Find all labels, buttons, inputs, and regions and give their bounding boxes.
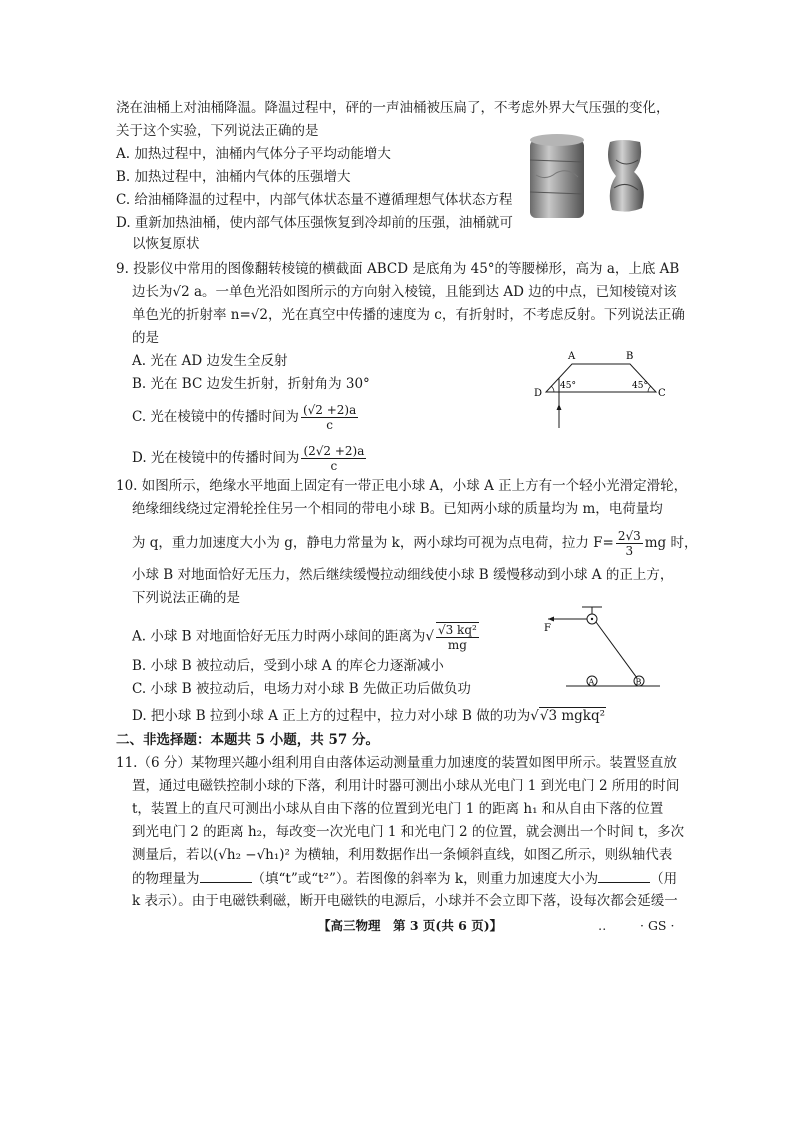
pulley-diagram xyxy=(540,604,670,692)
prism-trapezoid-diagram xyxy=(530,344,680,430)
q11-stem-line-5: 测量后，若以(√h₂ −√h₁)² 为横轴，利用数据作出一条倾斜直线，如图乙所示，则纵轴代表 xyxy=(132,847,673,863)
label-c: C xyxy=(658,388,666,399)
q11-stem-line-4: 到光电门 2 的距离 h₂，每改变一次光电门 1 和光电门 2 的位置，就会测出一个时间 t，多次 xyxy=(132,824,685,840)
section-2-heading: 二、非选择题：本题共 5 小题，共 57 分。 xyxy=(116,732,379,748)
q11-stem-line-2: 置，通过电磁铁控制小球的下落，利用计时器可测出小球从光电门 1 到光电门 2 所用的时间 xyxy=(132,778,680,794)
fraction-denominator: 3 xyxy=(625,544,634,558)
q8-option-d: D. 重新加热油桶，使内部气体压强恢复到冷却前的压强，油桶就可 xyxy=(116,215,513,231)
q10-option-d-text: D. 把小球 B 拉到小球 A 正上方的过程中，拉力对小球 B 做的功为 xyxy=(132,708,531,724)
q9-option-d xyxy=(132,444,368,473)
q9-stem-line-1: 9. 投影仪中常用的图像翻转棱镜的横截面 ABCD 是底角为 45°的等腰梯形，高为 a，上底 AB xyxy=(116,261,680,277)
angle-label-left: 45° xyxy=(560,381,576,391)
q11-line-6-tail: （用 xyxy=(650,871,678,887)
q10-option-a-text: A. 小球 B 对地面恰好无压力时两小球间的距离为 xyxy=(132,628,426,645)
page-footer: 【高三物理 第 3 页(共 6 页)】 xyxy=(318,918,503,933)
q10-force-fraction xyxy=(616,529,643,558)
q11-stem-line-7: k 表示）。由于电磁铁剩磁，断开电磁铁的电源后，小球并不会立即下落，设每次都会延缓一 xyxy=(132,893,678,909)
fraction-denominator: c xyxy=(330,459,338,473)
fraction-denominator: mg xyxy=(447,638,467,652)
q9-option-c-fraction xyxy=(301,403,358,432)
answer-blank-1[interactable] xyxy=(200,868,252,883)
q8-stem-line-1: 浇在油桶上对油桶降温。降温过程中，砰的一声油桶被压扁了，不考虑外界大气压强的变化， xyxy=(116,100,670,116)
q10-option-c: C. 小球 B 被拉动后，电场力对小球 B 先做正功后做负功 xyxy=(132,681,471,697)
angle-label-right: 45° xyxy=(632,381,648,391)
q9-stem-line-2: 边长为√2 a。一单色光沿如图所示的方向射入棱镜，且能到达 AD 边的中点，已知棱镜对该 xyxy=(132,284,677,300)
fraction-denominator: c xyxy=(326,418,333,432)
label-b: B xyxy=(626,351,634,362)
q11-line-6-middle: （填“t”或“t²”）。若图像的斜率为 k，则重力加速度大小为 xyxy=(251,871,599,887)
q10-stem-line-4: 小球 B 对地面恰好无压力，然后继续缓慢拉动细线使小球 B 缓慢移动到小球 A 的正上方， xyxy=(132,567,674,583)
answer-blank-2[interactable] xyxy=(598,868,650,883)
q10-option-b: B. 小球 B 被拉动后，受到小球 A 的库仑力逐渐减小 xyxy=(132,658,444,674)
fraction-numerator: √3 kq² xyxy=(437,623,477,637)
q9-option-c-text: C. 光在棱镜中的传播时间为 xyxy=(132,409,299,425)
q10-stem-line-2: 绝缘细线绕过定滑轮拴住另一个相同的带电小球 B。已知两小球的质量均为 m，电荷量均 xyxy=(132,501,663,517)
q11-line-6-text: 的物理量为 xyxy=(132,871,200,887)
label-d: D xyxy=(534,388,543,399)
q10-stem-line-1: 10. 如图所示，绝缘水平地面上固定有一带正电小球 A，小球 A 正上方有一个轻小光滑定滑轮， xyxy=(116,478,688,494)
q10-option-a: A. 小球 B 对地面恰好无压力时两小球间的距离为√ $\frac{\text{√3 kq²}}{mg}$ xyxy=(132,623,477,652)
q9-option-a: A. 光在 AD 边发生全反射 xyxy=(132,353,288,369)
q9-option-d-text: D. 光在棱镜中的传播时间为 xyxy=(132,450,300,466)
footer-dots: ‥ xyxy=(598,918,607,933)
q8-option-a: A. 加热过程中，油桶内气体分子平均动能增大 xyxy=(116,146,391,162)
q9-option-b: B. 光在 BC 边发生折射，折射角为 30° xyxy=(132,376,370,392)
q10-stem-line-3-tail: mg 时， xyxy=(644,535,698,551)
q10-option-d-value: √3 mgkq² xyxy=(539,708,606,724)
q10-stem-line-5: 下列说法正确的是 xyxy=(132,590,240,606)
q8-option-d-cont: 以恢复原状 xyxy=(132,236,200,252)
q10-stem-line-3 xyxy=(132,529,697,558)
q9-stem-line-3: 单色光的折射率 n=√2，光在真空中传播的速度为 c，有折射时，不考虑反射。下列说法正确 xyxy=(132,307,685,323)
q10-option-d: D. 把小球 B 拉到小球 A 正上方的过程中，拉力对小球 B 做的功为√√3 mgkq² xyxy=(132,708,606,724)
footer-code: · GS · xyxy=(640,918,675,933)
q8-stem-line-2: 关于这个实验，下列说法正确的是 xyxy=(116,123,319,139)
oil-barrel-photo xyxy=(524,130,672,225)
q9-option-c xyxy=(132,403,360,432)
q11-stem-line-1: 11.（6 分）某物理兴趣小组利用自由落体运动测量重力加速度的装置如图甲所示。装置竖直放 xyxy=(116,755,677,771)
q11-stem-line-6 xyxy=(132,868,677,889)
fraction-numerator: (2√2 +2)a xyxy=(303,444,365,458)
label-ball-a: A xyxy=(588,677,595,687)
q8-option-c: C. 给油桶降温的过程中，内部气体状态量不遵循理想气体状态方程 xyxy=(116,192,513,208)
q10-option-a-fraction xyxy=(436,622,479,652)
fraction-numerator: 2√3 xyxy=(617,529,641,543)
label-a: A xyxy=(568,351,576,362)
q9-stem-line-4: 的是 xyxy=(132,330,159,346)
q11-stem-line-3: t，装置上的直尺可测出小球从自由下落的位置到光电门 1 的距离 h₁ 和从自由下落的位置 xyxy=(132,801,664,817)
label-ball-b: B xyxy=(635,677,642,687)
fraction-numerator: (√2 +2)a xyxy=(302,403,357,417)
label-force-f: F xyxy=(544,623,551,634)
q9-option-d-fraction xyxy=(301,444,366,473)
q8-option-b: B. 加热过程中，油桶内气体的压强增大 xyxy=(116,169,351,185)
q10-stem-line-3-text: 为 q，重力加速度大小为 g，静电力常量为 k，两小球均可视为点电荷，拉力 F= xyxy=(132,535,614,551)
